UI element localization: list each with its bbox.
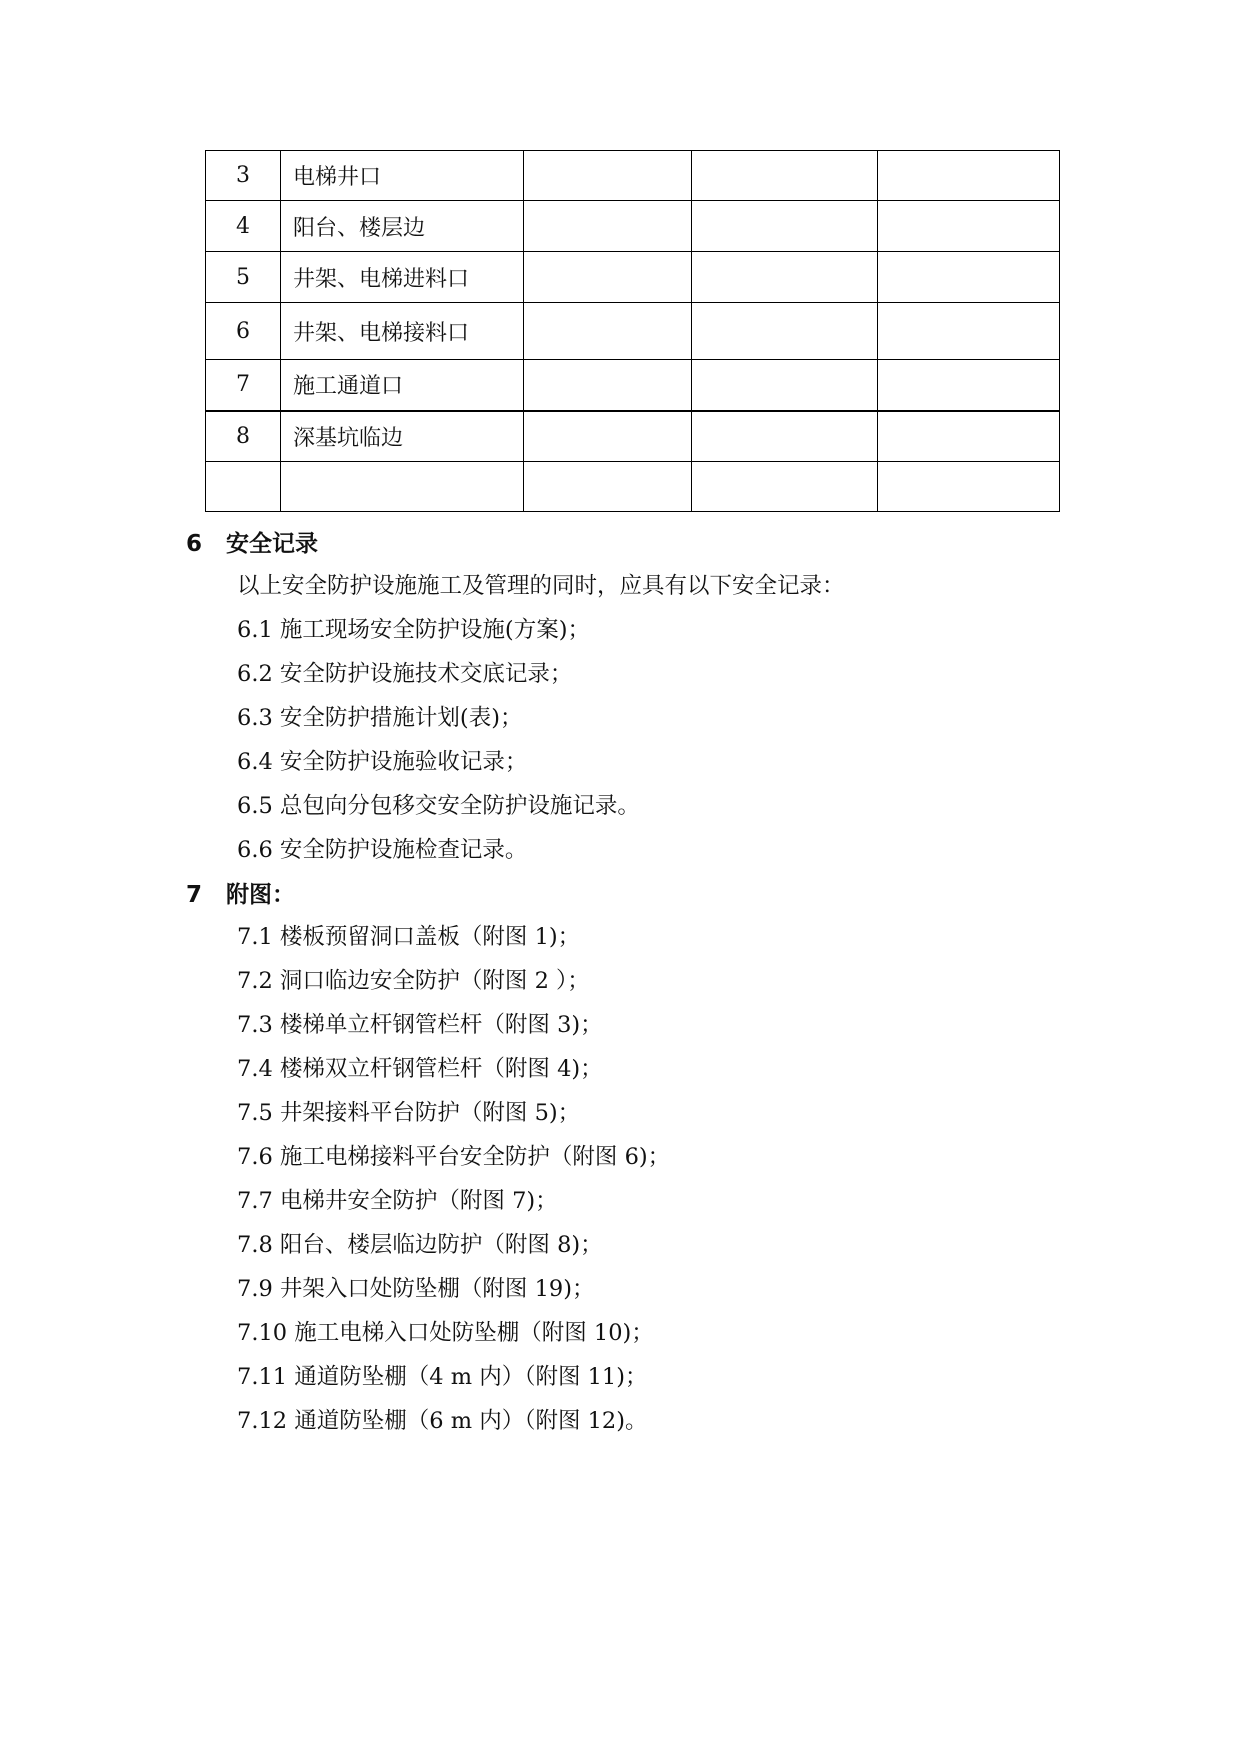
list-item: 7.12 通道防坠棚（6 m 内）（附图 12)。 [237, 1408, 648, 1434]
table-cell [692, 201, 878, 252]
row-item: 井架、电梯接料口 [281, 303, 524, 360]
table-cell [878, 462, 1060, 512]
table-cell [878, 151, 1060, 201]
list-item: 7.9 井架入口处防坠棚（附图 19)； [237, 1276, 595, 1302]
row-number: 4 [206, 201, 281, 252]
section-number: 7 [186, 882, 203, 908]
table-cell [692, 303, 878, 360]
table-cell [692, 252, 878, 303]
list-item: 7.3 楼梯单立杆钢管栏杆（附图 3)； [237, 1012, 603, 1038]
table-row [206, 360, 1060, 411]
row-item: 深基坑临边 [281, 411, 524, 462]
section-number: 6 [186, 531, 203, 557]
row-number: 7 [206, 360, 281, 411]
table-cell [692, 151, 878, 201]
list-item: 7.7 电梯井安全防护（附图 7)； [237, 1188, 558, 1214]
table-row [206, 411, 1060, 462]
list-item: 6.4 安全防护设施验收记录； [237, 749, 528, 775]
list-item: 6.6 安全防护设施检查记录。 [237, 837, 528, 863]
table-row [206, 252, 1060, 303]
section-title: 附图： [226, 882, 295, 908]
row-number [206, 462, 281, 512]
table-row [206, 201, 1060, 252]
row-number: 8 [206, 411, 281, 462]
table-cell [524, 411, 692, 462]
table-row [206, 462, 1060, 512]
row-number: 6 [206, 303, 281, 360]
list-item: 7.1 楼板预留洞口盖板（附图 1)； [237, 924, 581, 950]
table-cell [524, 252, 692, 303]
table-cell [524, 151, 692, 201]
table-row [206, 151, 1060, 201]
table-cell [524, 303, 692, 360]
list-item: 7.4 楼梯双立杆钢管栏杆（附图 4)； [237, 1056, 603, 1082]
row-number: 3 [206, 151, 281, 201]
list-item: 7.6 施工电梯接料平台安全防护（附图 6)； [237, 1144, 671, 1170]
section-title: 安全记录 [226, 531, 318, 557]
row-item [281, 462, 524, 512]
table-cell [524, 360, 692, 411]
list-item: 7.10 施工电梯入口处防坠棚（附图 10)； [237, 1320, 654, 1346]
section-7-heading [186, 876, 295, 909]
list-item: 6.1 施工现场安全防护设施(方案)； [237, 617, 590, 643]
row-item: 电梯井口 [281, 151, 524, 201]
list-item: 7.2 洞口临边安全防护（附图 2 ）； [237, 968, 590, 994]
table-cell [524, 201, 692, 252]
section-6-intro: 以上安全防护设施施工及管理的同时，应具有以下安全记录： [237, 573, 845, 599]
list-item: 6.5 总包向分包移交安全防护设施记录。 [237, 793, 640, 819]
table-cell [692, 462, 878, 512]
row-item: 阳台、楼层边 [281, 201, 524, 252]
table-row [206, 303, 1060, 360]
row-item: 井架、电梯进料口 [281, 252, 524, 303]
table-cell [878, 252, 1060, 303]
list-item: 7.11 通道防坠棚（4 m 内）（附图 11)； [237, 1364, 648, 1390]
safety-facility-table [205, 150, 1060, 512]
table-cell [692, 360, 878, 411]
table-cell [878, 411, 1060, 462]
row-item: 施工通道口 [281, 360, 524, 411]
table-cell [878, 303, 1060, 360]
table-cell [878, 360, 1060, 411]
list-item: 7.5 井架接料平台防护（附图 5)； [237, 1100, 581, 1126]
list-item: 7.8 阳台、楼层临边防护（附图 8)； [237, 1232, 603, 1258]
section-6-heading [186, 525, 318, 558]
list-item: 6.2 安全防护设施技术交底记录； [237, 661, 573, 687]
list-item: 6.3 安全防护措施计划(表)； [237, 705, 523, 731]
table-cell [878, 201, 1060, 252]
table-cell [692, 411, 878, 462]
table-cell [524, 462, 692, 512]
row-number: 5 [206, 252, 281, 303]
